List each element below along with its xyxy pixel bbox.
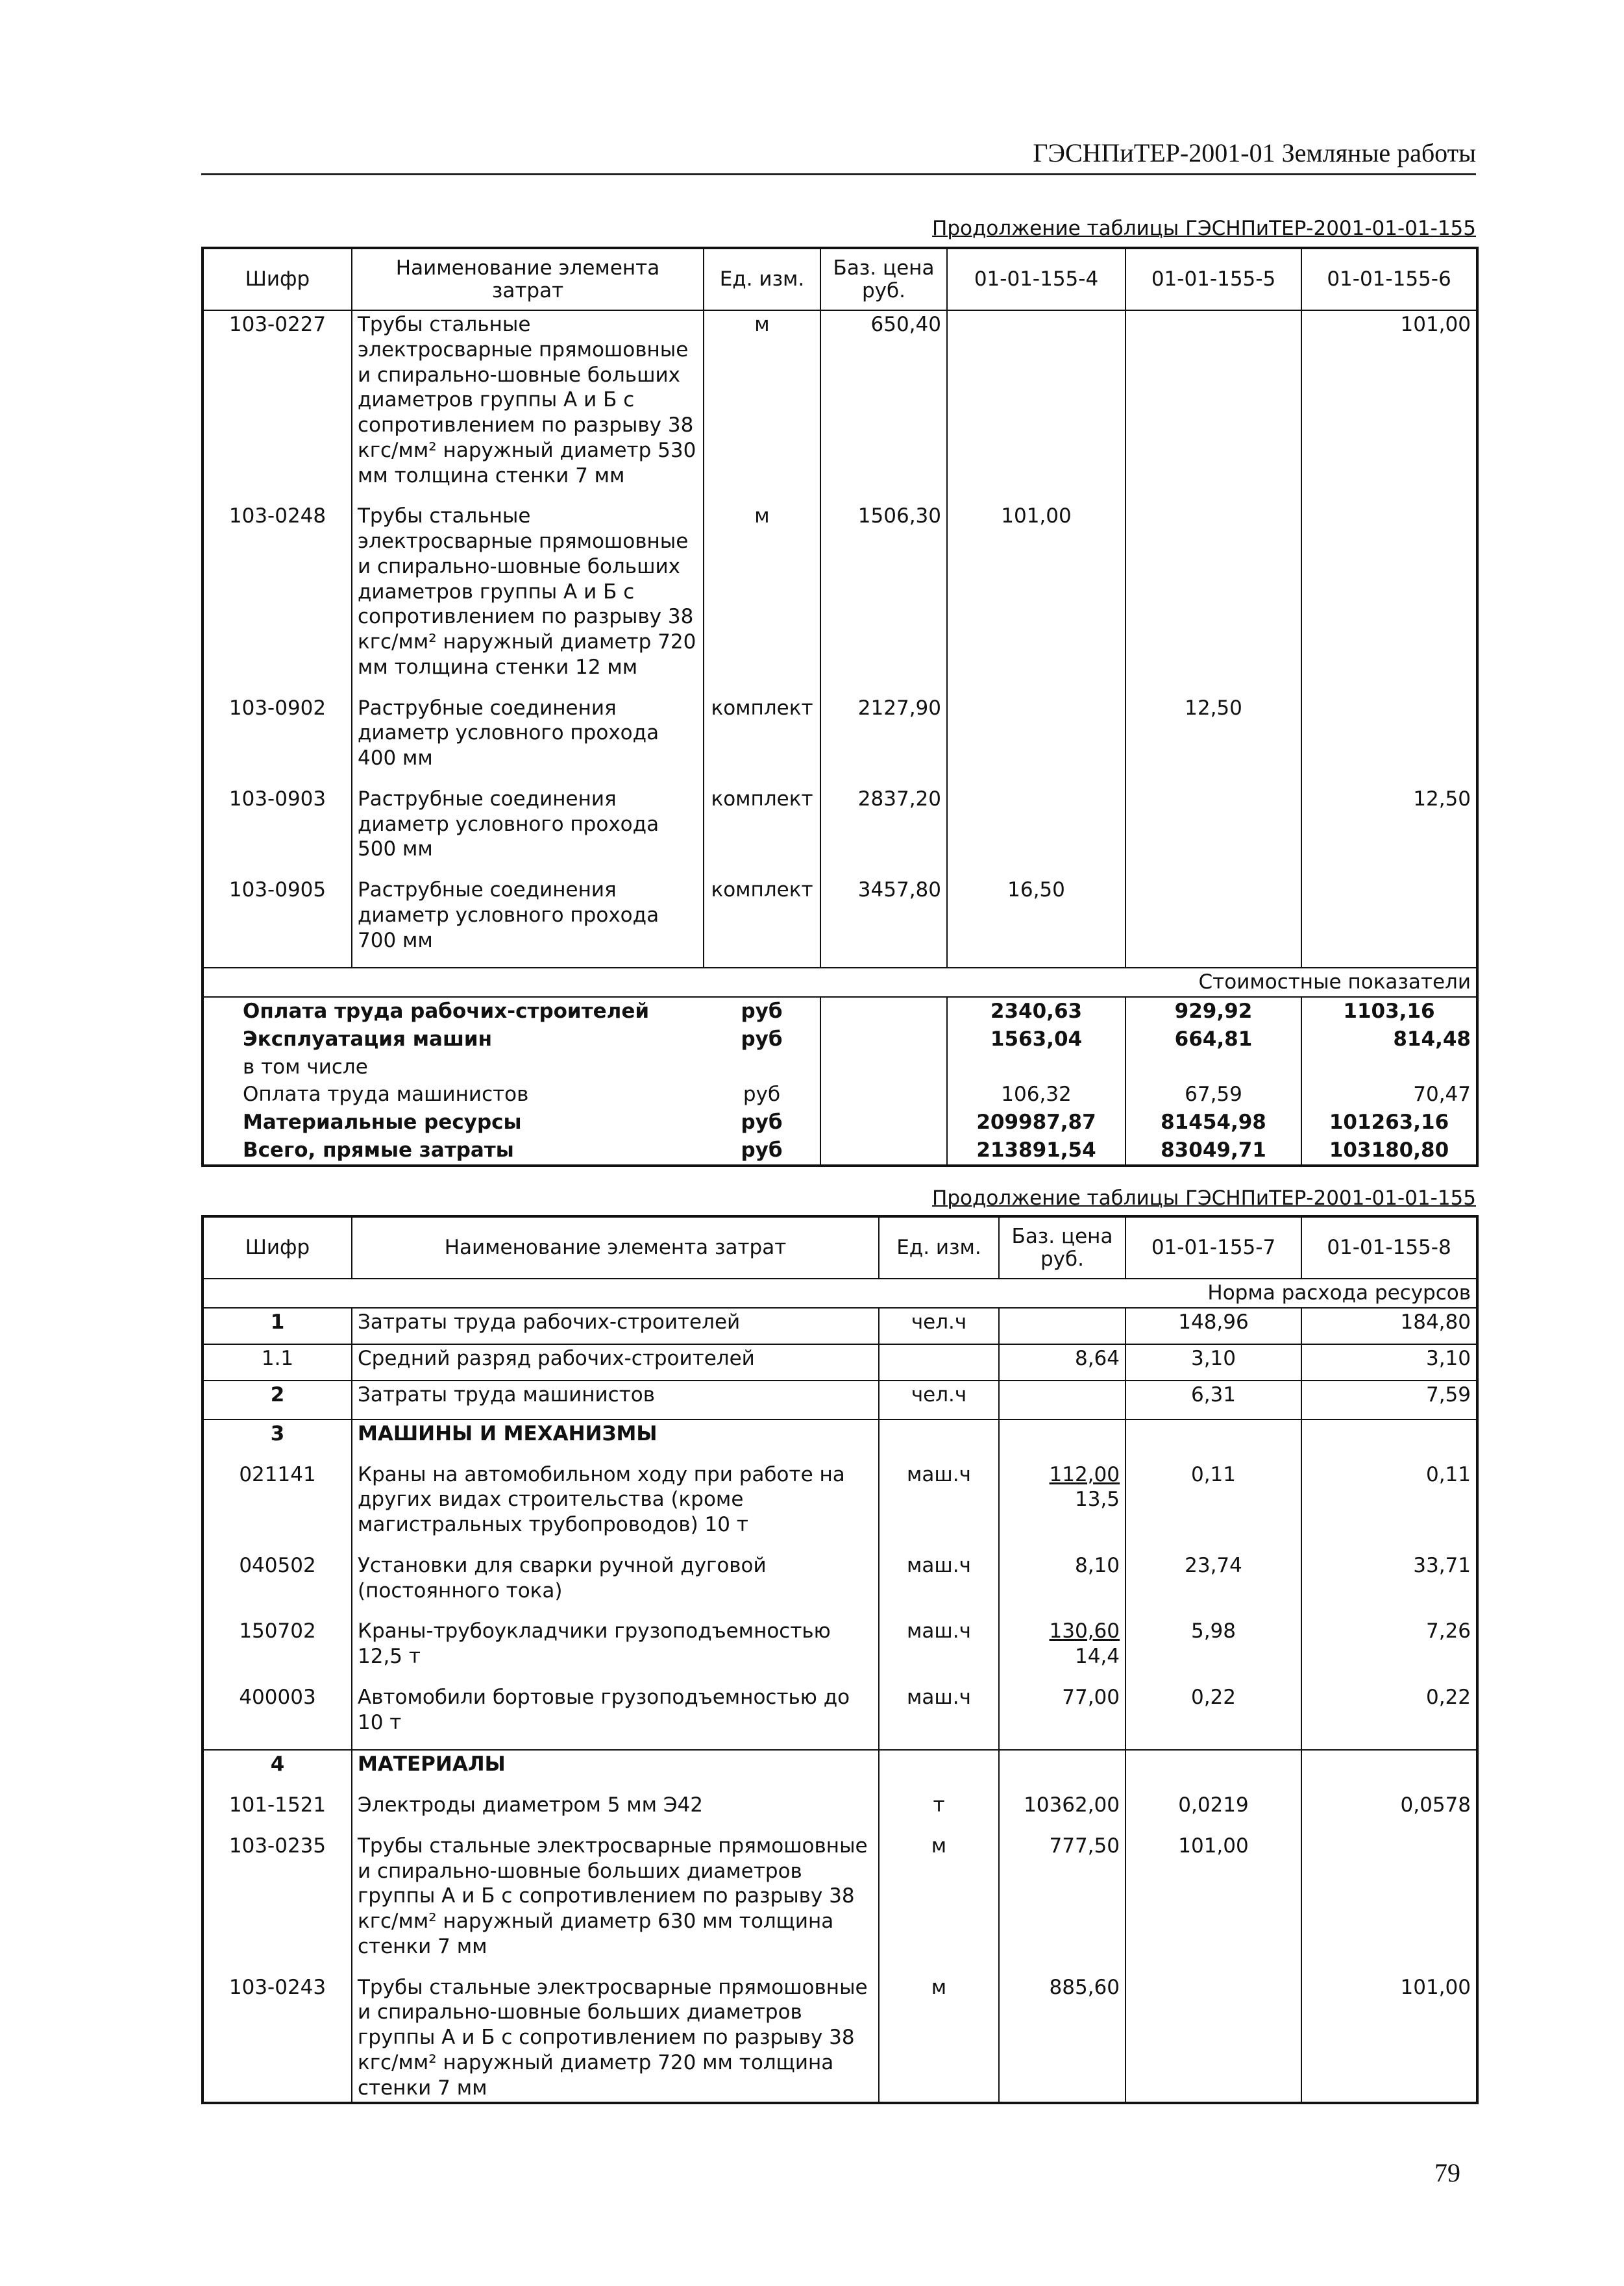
table-row (203, 1381, 1477, 1420)
col-header-unit: Ед. изм. (879, 1216, 999, 1279)
resource-code: 103-0235 (203, 1832, 352, 1974)
cost-value-155-5: 929,92 (1126, 997, 1301, 1026)
value-155-6: 12,50 (1301, 785, 1477, 876)
cost-unit: руб (704, 1081, 820, 1109)
value-155-5 (1126, 785, 1301, 876)
table-row (203, 502, 1477, 694)
col-header-code: Шифр (203, 1216, 352, 1279)
section-title: МАТЕРИАЛЫ (352, 1750, 879, 1791)
resource-price-secondary: 14,4 (1074, 1645, 1120, 1668)
value-155-7: 6,31 (1126, 1381, 1301, 1420)
table-row (203, 1461, 1477, 1552)
value-155-8: 0,22 (1301, 1684, 1477, 1751)
resource-unit: т (879, 1791, 999, 1832)
value-155-4 (947, 310, 1126, 502)
value-155-6 (1301, 876, 1477, 968)
value-155-5 (1126, 502, 1301, 694)
value-155-5 (1126, 310, 1301, 502)
resource-code: 150702 (203, 1617, 352, 1684)
section-code: 3 (203, 1420, 352, 1461)
value-155-7: 0,22 (1126, 1684, 1301, 1751)
value-155-8: 7,59 (1301, 1381, 1477, 1420)
cost-value-155-6 (1301, 1053, 1477, 1081)
section-heading-row (203, 1750, 1477, 1791)
table2-caption: Продолжение таблицы ГЭСНПиТЕР-2001-01-01-155 (932, 1186, 1476, 1210)
table-row (203, 1552, 1477, 1618)
resource-unit: чел.ч (879, 1381, 999, 1420)
cost-row (203, 1137, 1477, 1166)
col-header-price: Баз. цена руб. (999, 1216, 1126, 1279)
resource-unit: комплект (704, 785, 820, 876)
table-row (203, 694, 1477, 785)
resource-price: 650,40 (820, 310, 947, 502)
resource-price (999, 1308, 1126, 1344)
table-row (203, 876, 1477, 968)
resource-price (999, 1617, 1126, 1684)
resource-price: 2837,20 (820, 785, 947, 876)
cost-unit: руб (704, 997, 820, 1026)
cost-value-155-5: 83049,71 (1126, 1137, 1301, 1166)
resource-name: Раструбные соединения диаметр условного прохода 400 мм (352, 694, 704, 785)
resource-name: Электроды диаметром 5 мм Э42 (352, 1791, 879, 1832)
cost-unit: руб (704, 1137, 820, 1166)
cost-value-155-5 (1126, 1053, 1301, 1081)
resource-unit: м (704, 502, 820, 694)
col-header-155-4: 01-01-155-4 (947, 248, 1126, 310)
resource-price-secondary: 13,5 (1074, 1488, 1120, 1512)
value-155-7 (1126, 1974, 1301, 2104)
resource-code: 101-1521 (203, 1791, 352, 1832)
cost-value-155-4: 106,32 (947, 1081, 1126, 1109)
resource-name: Средний разряд рабочих-строителей (352, 1344, 879, 1381)
cost-unit (704, 1053, 820, 1081)
col-header-unit: Ед. изм. (704, 248, 820, 310)
cost-value-155-5: 81454,98 (1126, 1109, 1301, 1137)
table-row (203, 1344, 1477, 1381)
resource-unit: маш.ч (879, 1461, 999, 1552)
resource-name: Раструбные соединения диаметр условного прохода 700 мм (352, 876, 704, 968)
cost-label: Эксплуатация машин (203, 1026, 704, 1053)
cost-value-155-4: 2340,63 (947, 997, 1126, 1026)
table1-caption: Продолжение таблицы ГЭСНПиТЕР-2001-01-01-155 (932, 217, 1476, 240)
resource-unit: комплект (704, 876, 820, 968)
resource-name: Установки для сварки ручной дуговой (постоянного тока) (352, 1552, 879, 1618)
cost-section-row (203, 968, 1477, 997)
norm-section-row (203, 1279, 1477, 1308)
page-header-title: ГЭСНПиТЕР-2001-01 Земляные работы (1033, 138, 1476, 167)
cost-value-155-6: 103180,80 (1301, 1137, 1477, 1166)
resource-price: 777,50 (999, 1832, 1126, 1974)
table-row (203, 1617, 1477, 1684)
cost-unit: руб (704, 1109, 820, 1137)
resource-code: 103-0243 (203, 1974, 352, 2104)
cost-value-155-4: 1563,04 (947, 1026, 1126, 1053)
value-155-8: 0,11 (1301, 1461, 1477, 1552)
resource-name: Трубы стальные электросварные прямошовные и спирально-шовные больших диаметров группы А и Б с сопротивлением по разрыву 38 кгс/мм² наружный диаметр 720 мм толщина стенки 12 мм (352, 502, 704, 694)
resource-code: 103-0903 (203, 785, 352, 876)
resource-name: Трубы стальные электросварные прямошовные и спирально-шовные больших диаметров группы А и Б с сопротивлением по разрыву 38 кгс/мм² наружный диаметр 530 мм толщина стенки 7 мм (352, 310, 704, 502)
cost-value-155-6: 70,47 (1301, 1081, 1477, 1109)
cost-value-155-5: 664,81 (1126, 1026, 1301, 1053)
value-155-5: 12,50 (1126, 694, 1301, 785)
resource-unit: м (879, 1974, 999, 2104)
value-155-6: 101,00 (1301, 310, 1477, 502)
resource-price: 10362,00 (999, 1791, 1126, 1832)
cost-label: Всего, прямые затраты (203, 1137, 704, 1166)
cost-section-label: Стоимостные показатели (203, 968, 1477, 997)
cost-value-155-6: 814,48 (1301, 1026, 1477, 1053)
table2 (201, 1215, 1479, 2104)
value-155-4 (947, 785, 1126, 876)
resource-unit: маш.ч (879, 1552, 999, 1618)
resource-name: Краны-трубоукладчики грузоподъемностью 12,5 т (352, 1617, 879, 1684)
cost-row (203, 1109, 1477, 1137)
cost-row (203, 1026, 1477, 1053)
resource-code: 1 (203, 1308, 352, 1344)
value-155-8: 184,80 (1301, 1308, 1477, 1344)
resource-price-value: 112,00 (1049, 1462, 1120, 1486)
resource-code: 1.1 (203, 1344, 352, 1381)
resource-code: 103-0248 (203, 502, 352, 694)
resource-name: Трубы стальные электросварные прямошовные и спирально-шовные больших диаметров группы А и Б с сопротивлением по разрыву 38 кгс/мм² наружный диаметр 720 мм толщина стенки 7 мм (352, 1974, 879, 2104)
resource-code: 400003 (203, 1684, 352, 1751)
resource-unit: м (879, 1832, 999, 1974)
resource-price (999, 1461, 1126, 1552)
resource-price: 3457,80 (820, 876, 947, 968)
cost-value-155-6: 1103,16 (1301, 997, 1477, 1026)
resource-price: 885,60 (999, 1974, 1126, 2104)
value-155-4: 16,50 (947, 876, 1126, 968)
value-155-7: 23,74 (1126, 1552, 1301, 1618)
resource-unit: м (704, 310, 820, 502)
col-header-155-8: 01-01-155-8 (1301, 1216, 1477, 1279)
col-header-price: Баз. цена руб. (820, 248, 947, 310)
page-number: 79 (1434, 2158, 1460, 2187)
value-155-8: 3,10 (1301, 1344, 1477, 1381)
cost-label: в том числе (203, 1053, 704, 1081)
cost-value-155-4: 209987,87 (947, 1109, 1126, 1137)
resource-name: Затраты труда рабочих-строителей (352, 1308, 879, 1344)
cost-label: Оплата труда рабочих-строителей (203, 997, 704, 1026)
cost-value-155-5: 67,59 (1126, 1081, 1301, 1109)
value-155-7: 0,11 (1126, 1461, 1301, 1552)
resource-code: 103-0902 (203, 694, 352, 785)
resource-name: Автомобили бортовые грузоподъемностью до 10 т (352, 1684, 879, 1751)
value-155-8: 33,71 (1301, 1552, 1477, 1618)
value-155-4 (947, 694, 1126, 785)
resource-code: 103-0227 (203, 310, 352, 502)
cost-label: Материальные ресурсы (203, 1109, 704, 1137)
value-155-8: 7,26 (1301, 1617, 1477, 1684)
col-header-155-6: 01-01-155-6 (1301, 248, 1477, 310)
value-155-7: 101,00 (1126, 1832, 1301, 1974)
cost-row (203, 1081, 1477, 1109)
resource-unit (879, 1344, 999, 1381)
cost-value-155-4 (947, 1053, 1126, 1081)
value-155-8: 0,0578 (1301, 1791, 1477, 1832)
cost-row (203, 1053, 1477, 1081)
norm-section-label: Норма расхода ресурсов (203, 1279, 1477, 1308)
col-header-name: Наименование элемента затрат (352, 248, 704, 310)
resource-code: 103-0905 (203, 876, 352, 968)
table-row (203, 1684, 1477, 1751)
resource-price: 77,00 (999, 1684, 1126, 1751)
resource-unit: маш.ч (879, 1617, 999, 1684)
value-155-6 (1301, 694, 1477, 785)
value-155-6 (1301, 502, 1477, 694)
cost-value-155-6: 101263,16 (1301, 1109, 1477, 1137)
col-header-155-5: 01-01-155-5 (1126, 248, 1301, 310)
table1 (201, 247, 1479, 1167)
table-row (203, 1791, 1477, 1832)
value-155-7: 148,96 (1126, 1308, 1301, 1344)
resource-unit: маш.ч (879, 1684, 999, 1751)
table-row (203, 1832, 1477, 1974)
page-header (201, 138, 1476, 175)
value-155-5 (1126, 876, 1301, 968)
table-row (203, 785, 1477, 876)
resource-price-value: 130,60 (1049, 1619, 1120, 1643)
resource-price: 1506,30 (820, 502, 947, 694)
section-code: 4 (203, 1750, 352, 1791)
resource-unit: комплект (704, 694, 820, 785)
cost-label: Оплата труда машинистов (203, 1081, 704, 1109)
value-155-7: 0,0219 (1126, 1791, 1301, 1832)
col-header-155-7: 01-01-155-7 (1126, 1216, 1301, 1279)
resource-price (999, 1381, 1126, 1420)
table-row (203, 310, 1477, 502)
cost-value-155-4: 213891,54 (947, 1137, 1126, 1166)
resource-name: Трубы стальные электросварные прямошовные и спирально-шовные больших диаметров группы А и Б с сопротивлением по разрыву 38 кгс/мм² наружный диаметр 630 мм толщина стенки 7 мм (352, 1832, 879, 1974)
value-155-8: 101,00 (1301, 1974, 1477, 2104)
cost-unit: руб (704, 1026, 820, 1053)
value-155-7: 3,10 (1126, 1344, 1301, 1381)
value-155-8 (1301, 1832, 1477, 1974)
resource-unit: чел.ч (879, 1308, 999, 1344)
resource-name: Раструбные соединения диаметр условного прохода 500 мм (352, 785, 704, 876)
resource-name: Краны на автомобильном ходу при работе на других видах строительства (кроме магистральных трубопроводов) 10 т (352, 1461, 879, 1552)
table-row (203, 1308, 1477, 1344)
resource-price: 8,64 (999, 1344, 1126, 1381)
col-header-name: Наименование элемента затрат (352, 1216, 879, 1279)
resource-name: Затраты труда машинистов (352, 1381, 879, 1420)
resource-price: 8,10 (999, 1552, 1126, 1618)
cost-row (203, 997, 1477, 1026)
resource-code: 021141 (203, 1461, 352, 1552)
value-155-4: 101,00 (947, 502, 1126, 694)
table-row (203, 1974, 1477, 2104)
col-header-code: Шифр (203, 248, 352, 310)
section-heading-row (203, 1420, 1477, 1461)
resource-code: 2 (203, 1381, 352, 1420)
section-title: МАШИНЫ И МЕХАНИЗМЫ (352, 1420, 879, 1461)
resource-price: 2127,90 (820, 694, 947, 785)
resource-code: 040502 (203, 1552, 352, 1618)
value-155-7: 5,98 (1126, 1617, 1301, 1684)
